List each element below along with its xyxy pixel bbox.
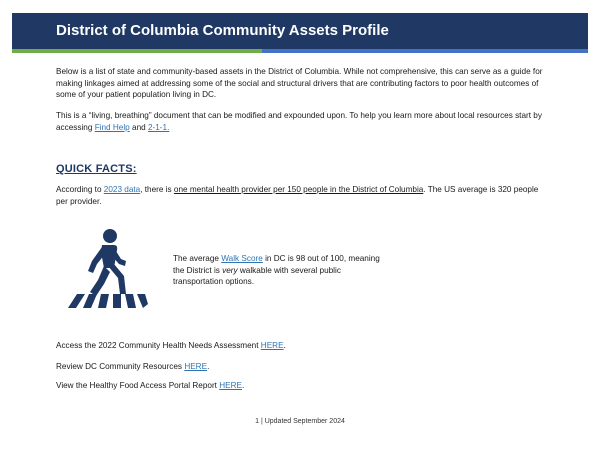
accent-bar-green	[12, 49, 262, 53]
quick-facts-heading: QUICK FACTS:	[56, 163, 137, 175]
stat-text: According to	[56, 185, 104, 194]
pedestrian-leg-front	[108, 264, 126, 294]
crosswalk-stripe	[113, 294, 121, 308]
stat-text-mid: , there is	[140, 185, 174, 194]
pedestrian-head	[103, 229, 117, 243]
food-access-here-link[interactable]: HERE	[219, 381, 242, 390]
crosswalk-stripe	[83, 294, 97, 308]
resource-text: View the Healthy Food Access Portal Report	[56, 381, 220, 390]
pedestrian-arm-back	[88, 247, 105, 273]
intro-paragraph-2	[56, 110, 551, 133]
accent-bar-blue	[262, 49, 588, 53]
intro-text: This is a “living, breathing” document that can be modified and expounded upon. To help you learn more about local resources start by accessing	[56, 111, 542, 132]
walk-score-fact	[173, 253, 388, 288]
resource-line	[56, 361, 551, 373]
page-footer: 1 | Updated September 2024	[255, 418, 345, 425]
crosswalk-stripe	[125, 294, 136, 308]
intro-paragraph: Below is a list of state and community-based assets in the District of Columbia. While not comprehensive, this can serve as a guide for making linkages aimed at addressing some of the social and structural drivers that are contributing factors to poor health outcomes of some of your patient population living in DC.	[56, 67, 543, 99]
resource-punct: .	[207, 362, 210, 371]
crosswalk-stripe	[98, 294, 109, 308]
two-one-one-link[interactable]: 2-1-1.	[147, 122, 170, 132]
crosswalk-stripe	[68, 294, 85, 308]
walk-text: The average	[173, 254, 222, 263]
header-banner	[12, 13, 588, 49]
resource-text: Review DC Community Resources	[56, 362, 185, 371]
find-help-link[interactable]: Find Help	[94, 122, 130, 132]
resource-line	[56, 340, 551, 352]
stat-emphasis: one mental health provider per 150 people in the District of Columbia	[173, 185, 424, 194]
walk-score-link[interactable]: Walk Score	[221, 254, 263, 263]
resource-punct: .	[283, 341, 286, 350]
chna-here-link[interactable]: HERE	[260, 341, 284, 350]
resource-punct: .	[241, 381, 245, 390]
walk-text-mid: in DC is 98 out of 100, meaning the District is	[173, 254, 380, 275]
page-title: District of Columbia Community Assets Profile	[56, 22, 389, 39]
resource-line	[56, 380, 551, 392]
resource-text: Access the 2022 Community Health Needs Assessment	[56, 341, 261, 350]
data-2023-link[interactable]: 2023 data	[103, 185, 141, 194]
stat-text-after: . The US average is 320 people per provider.	[56, 185, 539, 206]
pedestrian-crosswalk-icon	[64, 228, 148, 312]
header-accent-bar	[12, 49, 588, 53]
intro-and: and	[129, 122, 148, 132]
walk-emphasis: very	[222, 265, 238, 275]
mental-health-stat	[56, 184, 551, 207]
walk-text-after: walkable with several public transportation options.	[173, 265, 341, 286]
dc-resources-here-link[interactable]: HERE	[184, 362, 208, 371]
crosswalk-stripe	[137, 294, 148, 308]
